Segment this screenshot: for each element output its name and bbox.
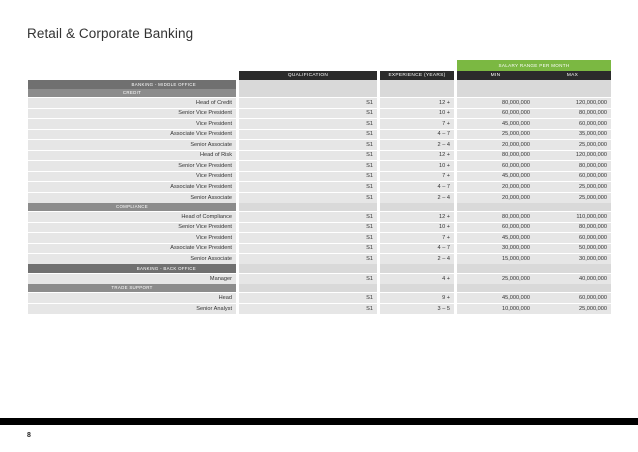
- section-row: [28, 284, 611, 293]
- qualification-cell: S1: [239, 303, 377, 314]
- table-row: [28, 293, 611, 304]
- min-cell: 80,000,000: [457, 150, 534, 161]
- max-cell: 25,000,000: [534, 182, 611, 193]
- experience-cell: 10 +: [380, 222, 454, 233]
- table-row: [28, 182, 611, 193]
- min-cell: 80,000,000: [457, 98, 534, 109]
- role-cell: Associate Vice President: [28, 243, 236, 254]
- min-cell: 20,000,000: [457, 182, 534, 193]
- role-cell: Vice President: [28, 171, 236, 182]
- max-cell: 25,000,000: [534, 303, 611, 314]
- section-row: [28, 203, 611, 212]
- salary-table: [28, 60, 611, 314]
- role-cell: Associate Vice President: [28, 182, 236, 193]
- table-row: [28, 273, 611, 284]
- experience-cell: 4 +: [380, 273, 454, 284]
- max-header: MAX: [534, 71, 611, 80]
- qualification-header: QUALIFICATION: [239, 71, 377, 80]
- role-cell: Vice President: [28, 119, 236, 130]
- min-cell: 25,000,000: [457, 129, 534, 140]
- role-cell: Manager: [28, 273, 236, 284]
- experience-header: EXPERIENCE (YEARS): [380, 71, 454, 80]
- qualification-cell: S1: [239, 254, 377, 265]
- min-cell: 20,000,000: [457, 140, 534, 151]
- role-cell: Senior Associate: [28, 192, 236, 203]
- salary-band-header: SALARY RANGE PER MONTH: [457, 60, 611, 71]
- table-row: [28, 150, 611, 161]
- experience-cell: 2 – 4: [380, 140, 454, 151]
- min-cell: 30,000,000: [457, 243, 534, 254]
- min-cell: 25,000,000: [457, 273, 534, 284]
- table-row: [28, 212, 611, 223]
- min-cell: 80,000,000: [457, 212, 534, 223]
- max-cell: 25,000,000: [534, 192, 611, 203]
- table-row: [28, 119, 611, 130]
- qualification-cell: S1: [239, 192, 377, 203]
- max-cell: 60,000,000: [534, 233, 611, 244]
- max-cell: 50,000,000: [534, 243, 611, 254]
- table-row: [28, 222, 611, 233]
- page-title: Retail & Corporate Banking: [27, 26, 194, 41]
- role-cell: Senior Associate: [28, 140, 236, 151]
- role-cell: Head of Compliance: [28, 212, 236, 223]
- table-row: [28, 254, 611, 265]
- table-row: [28, 243, 611, 254]
- experience-cell: 10 +: [380, 108, 454, 119]
- experience-cell: 4 – 7: [380, 182, 454, 193]
- role-cell: Senior Vice President: [28, 161, 236, 172]
- min-cell: 20,000,000: [457, 192, 534, 203]
- qualification-cell: S1: [239, 222, 377, 233]
- role-cell: Head: [28, 293, 236, 304]
- max-cell: 110,000,000: [534, 212, 611, 223]
- qualification-cell: S1: [239, 182, 377, 193]
- min-cell: 60,000,000: [457, 161, 534, 172]
- min-cell: 45,000,000: [457, 171, 534, 182]
- experience-cell: 10 +: [380, 161, 454, 172]
- section-label: COMPLIANCE: [28, 203, 236, 212]
- min-header: MIN: [457, 71, 534, 80]
- qualification-cell: S1: [239, 233, 377, 244]
- section-row: [28, 264, 611, 273]
- experience-cell: 4 – 7: [380, 129, 454, 140]
- qualification-cell: S1: [239, 161, 377, 172]
- max-cell: 35,000,000: [534, 129, 611, 140]
- role-cell: Head of Credit: [28, 98, 236, 109]
- table-row: [28, 233, 611, 244]
- section-label: BANKING - MIDDLE OFFICE: [28, 80, 236, 89]
- qualification-cell: S1: [239, 108, 377, 119]
- min-cell: 60,000,000: [457, 222, 534, 233]
- min-cell: 60,000,000: [457, 108, 534, 119]
- min-cell: 10,000,000: [457, 303, 534, 314]
- max-cell: 25,000,000: [534, 140, 611, 151]
- table-row: [28, 303, 611, 314]
- role-cell: Senior Associate: [28, 254, 236, 265]
- experience-cell: 9 +: [380, 293, 454, 304]
- experience-cell: 3 – 5: [380, 303, 454, 314]
- role-cell: Senior Vice President: [28, 222, 236, 233]
- role-cell: Vice President: [28, 233, 236, 244]
- section-row: [28, 89, 611, 98]
- qualification-cell: S1: [239, 243, 377, 254]
- qualification-cell: S1: [239, 129, 377, 140]
- page-number: 8: [27, 432, 31, 439]
- section-label: BANKING - BACK OFFICE: [28, 264, 236, 273]
- table-row: [28, 192, 611, 203]
- qualification-cell: S1: [239, 171, 377, 182]
- qualification-cell: S1: [239, 273, 377, 284]
- qualification-cell: S1: [239, 140, 377, 151]
- role-cell: Senior Analyst: [28, 303, 236, 314]
- experience-cell: 12 +: [380, 98, 454, 109]
- role-cell: Senior Vice President: [28, 108, 236, 119]
- column-header-row: [28, 71, 611, 80]
- table-row: [28, 98, 611, 109]
- experience-cell: 7 +: [380, 119, 454, 130]
- table-row: [28, 161, 611, 172]
- role-cell: Associate Vice President: [28, 129, 236, 140]
- qualification-cell: S1: [239, 119, 377, 130]
- table-row: [28, 129, 611, 140]
- table-row: [28, 171, 611, 182]
- max-cell: 40,000,000: [534, 273, 611, 284]
- max-cell: 120,000,000: [534, 150, 611, 161]
- experience-cell: 2 – 4: [380, 254, 454, 265]
- experience-cell: 12 +: [380, 212, 454, 223]
- min-cell: 45,000,000: [457, 119, 534, 130]
- max-cell: 60,000,000: [534, 171, 611, 182]
- experience-cell: 7 +: [380, 233, 454, 244]
- experience-cell: 7 +: [380, 171, 454, 182]
- qualification-cell: S1: [239, 150, 377, 161]
- qualification-cell: S1: [239, 212, 377, 223]
- max-cell: 80,000,000: [534, 108, 611, 119]
- max-cell: 60,000,000: [534, 293, 611, 304]
- qualification-cell: S1: [239, 293, 377, 304]
- table-row: [28, 140, 611, 151]
- experience-cell: 4 – 7: [380, 243, 454, 254]
- max-cell: 60,000,000: [534, 119, 611, 130]
- section-label: TRADE SUPPORT: [28, 284, 236, 293]
- max-cell: 30,000,000: [534, 254, 611, 265]
- min-cell: 45,000,000: [457, 293, 534, 304]
- max-cell: 80,000,000: [534, 222, 611, 233]
- min-cell: 15,000,000: [457, 254, 534, 265]
- experience-cell: 2 – 4: [380, 192, 454, 203]
- section-row: [28, 80, 611, 89]
- experience-cell: 12 +: [380, 150, 454, 161]
- max-cell: 80,000,000: [534, 161, 611, 172]
- salary-band-row: [28, 60, 611, 71]
- qualification-cell: S1: [239, 98, 377, 109]
- role-cell: Head of Risk: [28, 150, 236, 161]
- footer-bar: [0, 418, 638, 425]
- min-cell: 45,000,000: [457, 233, 534, 244]
- table-row: [28, 108, 611, 119]
- max-cell: 120,000,000: [534, 98, 611, 109]
- section-label: CREDIT: [28, 89, 236, 98]
